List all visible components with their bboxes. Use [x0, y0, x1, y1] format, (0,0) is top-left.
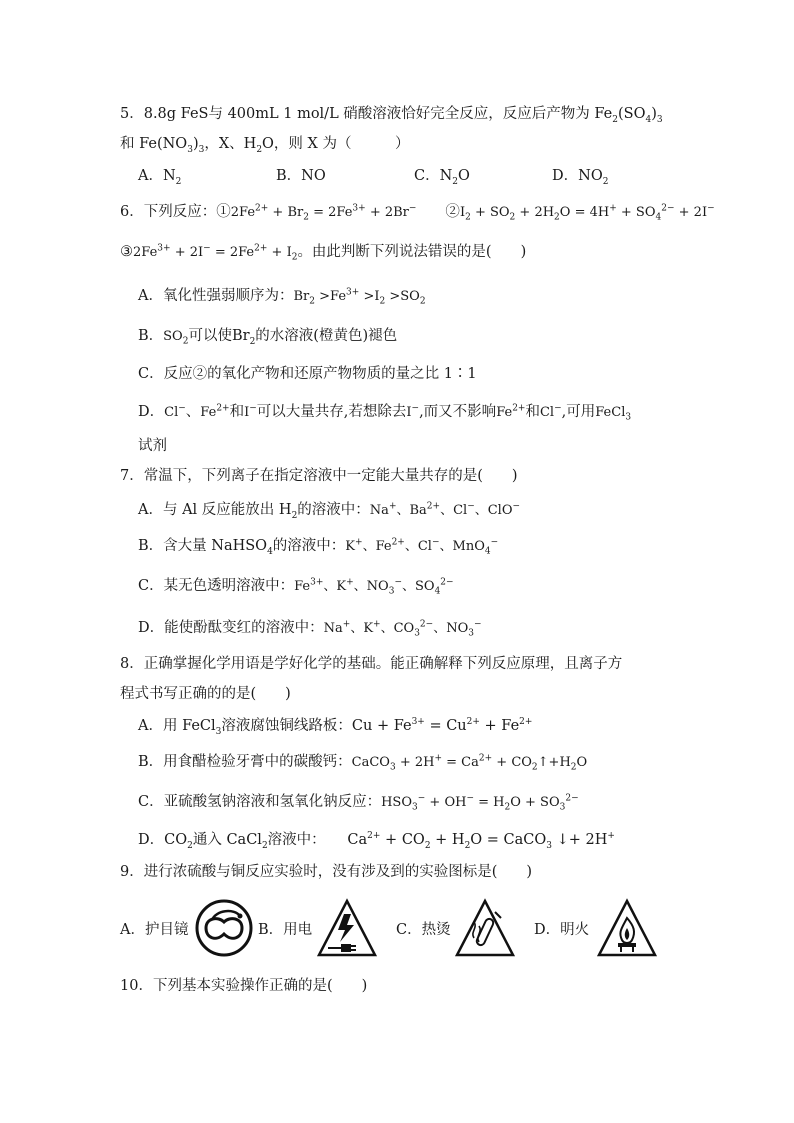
q10-stem: 10．下列基本实验操作正确的是( )	[120, 978, 368, 994]
q9-stem: 9．进行浓硫酸与铜反应实验时，没有涉及到的实验图标是( )	[120, 864, 533, 880]
q5-option-a[interactable]: A．$N_2$	[138, 168, 182, 187]
q6-option-b[interactable]: B．$SO_2$可以使$Br_2$的水溶液(橙黄色)褪色	[138, 328, 398, 347]
q8-option-b[interactable]: B．用食醋检验牙膏中的碳酸钙：CaCO$_3$ + $2H^+ = Ca^{2+}$ + $CO_2↑+H_2O$	[138, 753, 588, 773]
q9-option-c-label[interactable]: C．热烫	[396, 922, 451, 938]
goggles-icon	[194, 898, 254, 958]
q7-option-a[interactable]: A．与 Al 反应能放出 $H_2$的溶液中：Na+、$Ba^{2+}$、Cl−、ClO−	[138, 501, 521, 521]
q5-option-b[interactable]: B．NO	[276, 168, 326, 184]
q7-option-c[interactable]: C．某无色透明溶液中：$Fe^{3+}$、K+、$NO_3^-$、$SO_4^{2-}$	[138, 577, 454, 597]
q7-stem: 7．常温下，下列离子在指定溶液中一定能大量共存的是( )	[120, 468, 518, 484]
q5-stem-line1: 5．8.8g FeS与 400mL 1 mol/L 硝酸溶液恰好完全反应，反应后产物为 $Fe_2(SO_4)_3$	[120, 106, 663, 125]
q6-option-d[interactable]: D．Cl−、$Fe^{2+}$和I−可以大量共存,若想除去I−,而又不影响$Fe^{2+}$和Cl−,可用FeCl$_3$	[138, 403, 632, 423]
q6-stem-line1: 6．下列反应：$①2Fe^{2+} + Br_2 = 2Fe^{3+} + 2Br^-$ $②I_2 + SO_2 + 2H_2O = 4H^+ + SO_4^{2-} + 2I^-$	[120, 203, 715, 223]
q5-option-c[interactable]: C．$N_2O$	[414, 168, 470, 187]
q8-option-a[interactable]: A．用 FeCl$_3$溶液腐蚀铜线路板：$Cu + Fe^{3+} = Cu^{2+} + Fe^{2+}$	[138, 717, 533, 737]
q7-option-b[interactable]: B．含大量 NaHSO$_4$的溶液中：K+、$Fe^{2+}$、Cl−、MnO$_4$−	[138, 537, 499, 557]
q8-stem-line2: 程式书写正确的的是( )	[120, 686, 291, 702]
open-flame-icon	[596, 898, 658, 958]
q6-option-d-cont: 试剂	[138, 438, 167, 454]
q9-option-a-label[interactable]: A．护目镜	[120, 922, 189, 938]
hot-surface-icon	[454, 898, 516, 958]
q7-option-d[interactable]: D．能使酚酞变红的溶液中：Na+、K+、$CO_3^{2-}$、$NO_3^-$	[138, 619, 482, 639]
q5-options	[138, 166, 690, 186]
q5-stem-text: 5．8.8g FeS与 400mL 1 mol/L 硝酸溶液恰好完全反应，反应后产物为 Fe	[120, 106, 613, 122]
q8-option-c[interactable]: C．亚硫酸氢钠溶液和氢氧化钠反应：$HSO_3^- + OH^- = H_2O + SO_3^{2-}$	[138, 793, 579, 813]
q6-option-a[interactable]: A．氧化性强弱顺序为：$Br_2 >Fe^{3+} >I_2 >SO_2$	[138, 287, 426, 307]
q9-option-b-label[interactable]: B．用电	[258, 922, 313, 938]
q9-option-d-label[interactable]: D．明火	[534, 922, 590, 938]
q6-option-c[interactable]: C．反应②的氧化产物和还原产物物质的量之比 1∶1	[138, 366, 477, 382]
q5-stem-line2: 和 $Fe(NO_3)_3$，X、$H_2O$，则 X 为（ ）	[120, 136, 410, 155]
electric-plug-icon	[316, 898, 378, 958]
q8-stem-line1: 8．正确掌握化学用语是学好化学的基础。能正确解释下列反应原理，且离子方	[120, 656, 623, 672]
q9-options	[118, 898, 678, 958]
q5-option-d[interactable]: D．$NO_2$	[552, 168, 609, 187]
q6-stem-line2: $③2Fe^{3+} + 2I^- = 2Fe^{2+} + I_2$。由此判断下列说法错误的是( )	[120, 243, 527, 263]
q8-option-d[interactable]: D．$CO_2$通入 CaCl$_2$溶液中： $Ca^{2+} + CO_2 + H_2O$ = CaCO$_3$ ↓+ 2H+	[138, 831, 615, 851]
